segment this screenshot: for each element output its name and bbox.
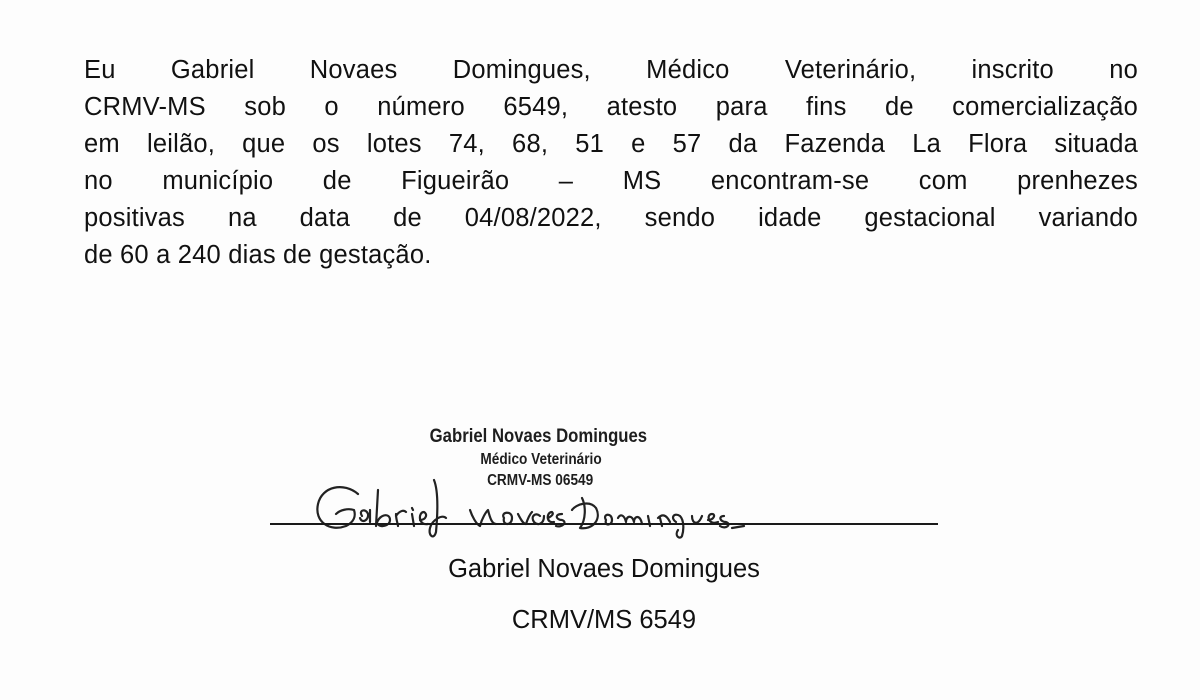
attestation-paragraph [84, 52, 1138, 274]
stamp-name: Gabriel Novaes Domingues [429, 426, 648, 447]
paragraph-line: de 60 a 240 dias de gestação. [84, 241, 432, 269]
paragraph-line: positivas na data de 04/08/2022, sendo idade gestacional variando [84, 204, 1138, 232]
paragraph-line: no município de Figueirão – MS encontram-se com prenhezes [84, 167, 1138, 195]
stamp-registration: CRMV-MS 06549 [487, 472, 594, 489]
signatory-name: Gabriel Novaes Domingues [448, 555, 760, 583]
paragraph-line: Eu Gabriel Novaes Domingues, Médico Veterinário, inscrito no [84, 56, 1138, 84]
handwritten-signature [300, 470, 840, 540]
paragraph-line: CRMV-MS sob o número 6549, atesto para fins de comercialização [84, 93, 1138, 121]
paragraph-line: em leilão, que os lotes 74, 68, 51 e 57 da Fazenda La Flora situada [84, 130, 1138, 158]
signature-line [270, 523, 938, 525]
signatory-registration: CRMV/MS 6549 [511, 606, 697, 634]
stamp-title: Médico Veterinário [480, 451, 602, 468]
